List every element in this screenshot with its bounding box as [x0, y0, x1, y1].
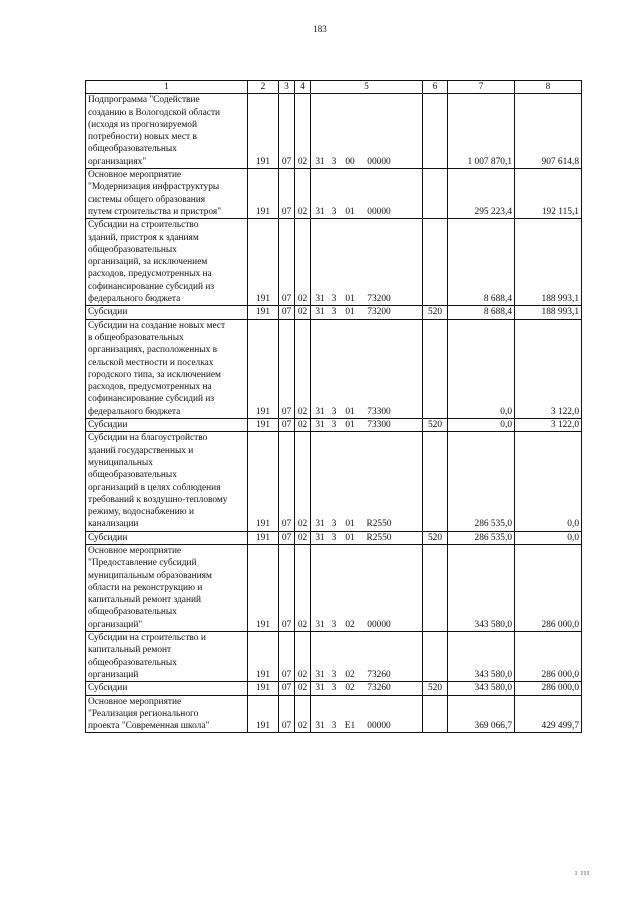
target-article-cell [311, 319, 423, 418]
direction-code: 73200 [367, 294, 391, 305]
program-code: 31 [315, 669, 325, 680]
table-row [86, 544, 582, 631]
admin-code-cell: 191 [248, 419, 279, 432]
table-row [86, 632, 582, 682]
amount-year1-cell: 369 066,7 [448, 695, 515, 733]
subsection-code-cell: 02 [295, 632, 311, 682]
direction-code: 00000 [367, 156, 391, 167]
admin-code-cell: 191 [248, 682, 279, 695]
table-row [86, 319, 582, 418]
table-row [86, 94, 582, 169]
table-row [86, 219, 582, 306]
section-code-cell: 07 [279, 94, 295, 169]
expense-type-cell [423, 319, 448, 418]
amount-year2-cell: 188 993,1 [515, 219, 582, 306]
amount-year2-cell: 907 614,8 [515, 94, 582, 169]
budget-table [85, 80, 582, 733]
table-row [86, 169, 582, 219]
subprogram-code: 3 [331, 619, 337, 630]
amount-year1-cell: 8 688,4 [448, 306, 515, 319]
row-name-cell: Основное мероприятие "Реализация регионального проекта "Современная школа" [86, 695, 248, 733]
program-code: 31 [315, 206, 325, 217]
row-name-cell: Основное мероприятие "Предоставление субсидий муниципальным образованиям области на реконструкцию и капитальный ремонт зданий общеобразовательных организаций" [86, 544, 248, 631]
target-article-cell [311, 531, 423, 544]
section-code-cell: 07 [279, 432, 295, 531]
expense-type-cell [423, 432, 448, 531]
amount-year2-cell: 286 000,0 [515, 682, 582, 695]
row-name-cell: Субсидии [86, 306, 248, 319]
section-code-cell: 07 [279, 682, 295, 695]
header-cell: 5 [311, 81, 423, 94]
event-code: 01 [345, 532, 355, 543]
direction-code: 00000 [367, 721, 391, 732]
expense-type-cell: 520 [423, 306, 448, 319]
amount-year1-cell: 343 580,0 [448, 544, 515, 631]
subprogram-code: 3 [331, 307, 337, 318]
event-code: 02 [345, 619, 355, 630]
subsection-code-cell: 02 [295, 531, 311, 544]
program-code: 31 [315, 519, 325, 530]
admin-code-cell: 191 [248, 432, 279, 531]
subsection-code-cell: 02 [295, 169, 311, 219]
table-row [86, 695, 582, 733]
amount-year1-cell: 286 535,0 [448, 432, 515, 531]
subprogram-code: 3 [331, 156, 337, 167]
header-cell: 6 [423, 81, 448, 94]
direction-code: R2550 [366, 532, 392, 543]
row-name-cell: Субсидии [86, 531, 248, 544]
amount-year2-cell: 0,0 [515, 432, 582, 531]
event-code: 01 [345, 307, 355, 318]
target-article-cell [311, 432, 423, 531]
header-cell: 2 [248, 81, 279, 94]
header-cell: 3 [279, 81, 295, 94]
amount-year1-cell: 1 007 870,1 [448, 94, 515, 169]
subsection-code-cell: 02 [295, 219, 311, 306]
target-article-cell [311, 306, 423, 319]
row-name-cell: Основное мероприятие "Модернизация инфраструктуры системы общего образования путем строительства и пристроя" [86, 169, 248, 219]
subsection-code-cell: 02 [295, 432, 311, 531]
program-code: 31 [315, 307, 325, 318]
table-row [86, 531, 582, 544]
target-article-cell [311, 219, 423, 306]
subprogram-code: 3 [331, 420, 337, 431]
subprogram-code: 3 [331, 206, 337, 217]
program-code: 31 [315, 532, 325, 543]
expense-type-cell [423, 632, 448, 682]
subsection-code-cell: 02 [295, 319, 311, 418]
amount-year2-cell: 286 000,0 [515, 632, 582, 682]
section-code-cell: 07 [279, 219, 295, 306]
subprogram-code: 3 [331, 669, 337, 680]
direction-code: 00000 [367, 619, 391, 630]
amount-year2-cell: 188 993,1 [515, 306, 582, 319]
admin-code-cell: 191 [248, 531, 279, 544]
event-code: E1 [344, 721, 356, 732]
direction-code: 00000 [367, 206, 391, 217]
target-article-cell [311, 94, 423, 169]
admin-code-cell: 191 [248, 544, 279, 631]
amount-year1-cell: 295 223,4 [448, 169, 515, 219]
subprogram-code: 3 [331, 721, 337, 732]
event-code: 01 [345, 294, 355, 305]
expense-type-cell: 520 [423, 682, 448, 695]
admin-code-cell: 191 [248, 219, 279, 306]
amount-year2-cell: 0,0 [515, 531, 582, 544]
amount-year1-cell: 286 535,0 [448, 531, 515, 544]
table-row [86, 306, 582, 319]
expense-type-cell [423, 695, 448, 733]
section-code-cell: 07 [279, 695, 295, 733]
event-code: 00 [345, 156, 355, 167]
header-cell: 7 [448, 81, 515, 94]
section-code-cell: 07 [279, 419, 295, 432]
direction-code: 73300 [367, 406, 391, 417]
expense-type-cell: 520 [423, 531, 448, 544]
program-code: 31 [315, 294, 325, 305]
section-code-cell: 07 [279, 632, 295, 682]
event-code: 01 [345, 206, 355, 217]
header-cell: 4 [295, 81, 311, 94]
subprogram-code: 3 [331, 519, 337, 530]
row-name-cell: Подпрограмма "Содействие созданию в Вологодской области (исходя из прогнозируемой потребности) новых мест в общеобразовательных организациях" [86, 94, 248, 169]
subprogram-code: 3 [331, 683, 337, 694]
admin-code-cell: 191 [248, 306, 279, 319]
row-name-cell: Субсидии [86, 682, 248, 695]
amount-year1-cell: 0,0 [448, 319, 515, 418]
target-article-cell [311, 695, 423, 733]
section-code-cell: 07 [279, 544, 295, 631]
expense-type-cell [423, 94, 448, 169]
target-article-cell [311, 632, 423, 682]
section-code-cell: 07 [279, 169, 295, 219]
subsection-code-cell: 02 [295, 695, 311, 733]
subsection-code-cell: 02 [295, 306, 311, 319]
table-row [86, 432, 582, 531]
header-cell: 8 [515, 81, 582, 94]
amount-year1-cell: 0,0 [448, 419, 515, 432]
corner-mark: 1 III [574, 871, 590, 877]
expense-type-cell [423, 169, 448, 219]
event-code: 01 [345, 519, 355, 530]
program-code: 31 [315, 721, 325, 732]
table-row [86, 419, 582, 432]
header-row [86, 81, 582, 94]
subprogram-code: 3 [331, 532, 337, 543]
row-name-cell: Субсидии [86, 419, 248, 432]
program-code: 31 [315, 156, 325, 167]
row-name-cell: Субсидии на строительство зданий, пристроя к зданиям общеобразовательных организаций, за исключением расходов, предусмотренных на софинансирование субсидий из федерального бюджета [86, 219, 248, 306]
section-code-cell: 07 [279, 531, 295, 544]
subsection-code-cell: 02 [295, 419, 311, 432]
program-code: 31 [315, 683, 325, 694]
admin-code-cell: 191 [248, 169, 279, 219]
admin-code-cell: 191 [248, 94, 279, 169]
amount-year2-cell: 286 000,0 [515, 544, 582, 631]
expense-type-cell: 520 [423, 419, 448, 432]
direction-code: 73260 [367, 683, 391, 694]
program-code: 31 [315, 619, 325, 630]
amount-year1-cell: 343 580,0 [448, 682, 515, 695]
section-code-cell: 07 [279, 306, 295, 319]
row-name-cell: Субсидии на благоустройство зданий государственных и муниципальных общеобразовательных организаций в целях соблюдения требований к воздушно-тепловому режиму, водоснабжению и канализации [86, 432, 248, 531]
amount-year2-cell: 3 122,0 [515, 319, 582, 418]
page-number: 183 [313, 24, 327, 34]
table-body [86, 81, 582, 733]
event-code: 02 [345, 669, 355, 680]
amount-year2-cell: 192 115,1 [515, 169, 582, 219]
expense-type-cell [423, 219, 448, 306]
amount-year2-cell: 429 499,7 [515, 695, 582, 733]
subsection-code-cell: 02 [295, 682, 311, 695]
direction-code: 73300 [367, 420, 391, 431]
section-code-cell: 07 [279, 319, 295, 418]
target-article-cell [311, 682, 423, 695]
admin-code-cell: 191 [248, 695, 279, 733]
subsection-code-cell: 02 [295, 544, 311, 631]
amount-year1-cell: 8 688,4 [448, 219, 515, 306]
direction-code: 73200 [367, 307, 391, 318]
direction-code: R2550 [366, 519, 392, 530]
direction-code: 73260 [367, 669, 391, 680]
target-article-cell [311, 544, 423, 631]
row-name-cell: Субсидии на создание новых мест в общеобразовательных организациях, расположенных в сельской местности и поселках городского типа, за исключением расходов, предусмотренных на софинансирование субсидий из федерального бюджета [86, 319, 248, 418]
expense-type-cell [423, 544, 448, 631]
amount-year2-cell: 3 122,0 [515, 419, 582, 432]
program-code: 31 [315, 420, 325, 431]
subprogram-code: 3 [331, 294, 337, 305]
row-name-cell: Субсидии на строительство и капитальный ремонт общеобразовательных организаций [86, 632, 248, 682]
header-cell: 1 [86, 81, 248, 94]
target-article-cell [311, 419, 423, 432]
event-code: 01 [345, 420, 355, 431]
event-code: 01 [345, 406, 355, 417]
admin-code-cell: 191 [248, 632, 279, 682]
subsection-code-cell: 02 [295, 94, 311, 169]
table-row [86, 682, 582, 695]
target-article-cell [311, 169, 423, 219]
amount-year1-cell: 343 580,0 [448, 632, 515, 682]
subprogram-code: 3 [331, 406, 337, 417]
admin-code-cell: 191 [248, 319, 279, 418]
program-code: 31 [315, 406, 325, 417]
event-code: 02 [345, 683, 355, 694]
